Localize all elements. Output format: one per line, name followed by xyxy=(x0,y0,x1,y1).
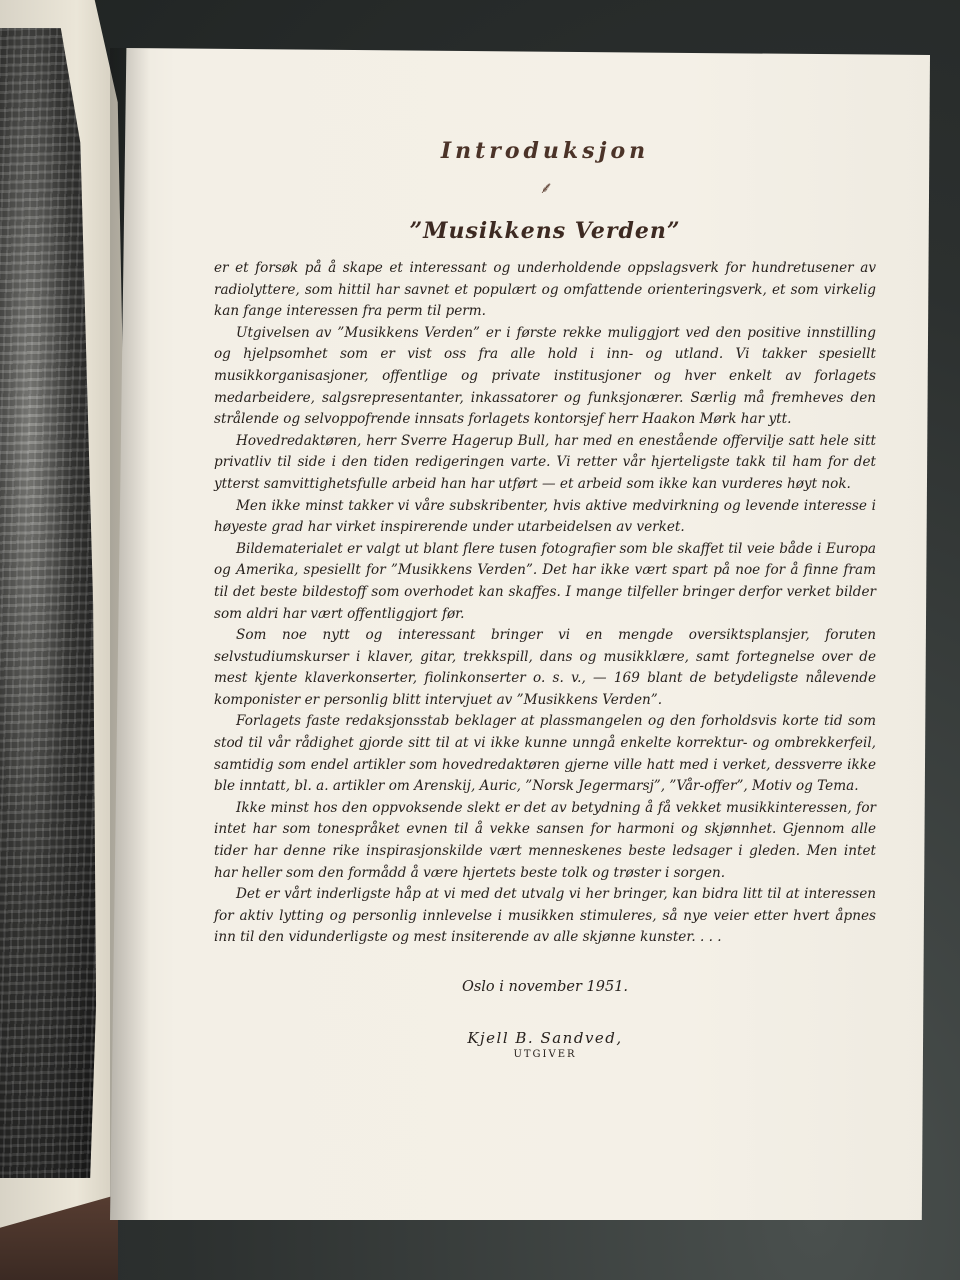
place-date: Oslo i november 1951. xyxy=(461,979,629,995)
paragraph: Utgivelsen av ”Musikkens Verden” er i første rekke muliggjort ved den positive innstilling og hjelpsomhet som er vist oss fra alle hold i inn- og utland. Vi takker spesiellt musikkorganisasjoner, offentlige og private institusjoner og hver enkelt av forlagets medarbeidere, salgsrepresentanter, inkassatorer og funksjonærer. Særlig må fremheves den strålende og selvoppofrende innsats forlagets kontorsjef herr Haakon Mørk har ytt. xyxy=(214,324,876,428)
paragraph: Som noe nytt og interessant bringer vi en mengde oversiktsplansjer, foruten selvstudiumskurser i klaver, gitar, trekkspill, dans og musikklære, samt fortegnelse over de mest kjente klaverkonserter, fiolinkonserter o. s. v., — 169 blant de betydeligste nålevende komponister er personlig blitt intervjuet av ”Musikkens Verden”. xyxy=(214,627,876,708)
leaf-ornament-icon: ⸙ xyxy=(538,178,551,197)
page-gutter-shadow xyxy=(110,48,150,1220)
signature-role: UTGIVER xyxy=(513,1049,577,1060)
page-content xyxy=(214,138,876,1060)
paragraph: Bildematerialet er valgt ut blant flere tusen fotografier som ble skaffet til veie både i Europa og Amerika, spesiellt for ”Musikkens Verden”. Det har ikke vært spart på noe for å finne fram til det beste bildestoff som overhodet kan skaffes. I mange tilfeller bringer derfor verket bilder som aldri har vært offentliggjort før. xyxy=(214,540,876,622)
page-title: Introduksjon xyxy=(440,138,650,164)
signature-name: Kjell B. Sandved, xyxy=(467,1029,623,1047)
paragraph: Det er vårt inderligste håp at vi med det utvalg vi her bringer, kan bidra litt til at interessen for aktiv lytting og personlig innlevelse i musikken stimuleres, så nye veier etter hvert åpnes inn til den vidunderligste og mest insiterende av alle skjønne kunster. . . . xyxy=(214,886,876,946)
paragraph: Men ikke minst takker vi våre subskribenter, hvis aktive medvirkning og levende interesse i høyeste grad har virket inspirerende under utarbeidelsen av verket. xyxy=(214,497,876,536)
paragraph: Forlagets faste redaksjonsstab beklager at plassmangelen og den forholdsvis korte tid som stod til vår rådighet gjorde sitt til at vi ikke kunne unngå enkelte korrektur- og ombrekkerfeil, samtidig som endel artikler som hovedredaktøren gjerne ville hatt med i verket, dessverre ikke ble inntatt, bl. a. artikler om Arenskij, Auric, ”Norsk Jegermarsj”, ”Vår-offer”, Motiv og Tema. xyxy=(214,713,876,795)
paragraph: er et forsøk på å skape et interessant og underholdende oppslagsverk for hundretusener av radiolyttere, som hittil har savnet et populært og omfattende orienteringsverk, et som virkelig kan fange interessen fra perm til perm. xyxy=(214,260,876,320)
paragraph: Hovedredaktøren, herr Sverre Hagerup Bull, har med en enestående offervilje satt hele sitt privatliv til side i den tiden redigeringen varte. Vi retter vår hjerteligste takk til ham for det ytterst samvittighetsfulle arbeid han har utført — et arbeid som ikke kan vurderes høyt nok. xyxy=(214,432,876,492)
paragraph: Ikke minst hos den oppvoksende slekt er det av betydning å få vekket musikkinteressen, for intet har som tonespråket evnen til å vekke sansen for harmoni og skjønnhet. Gjennom alle tider har denne rike inspirasjonskilde vært menneskenes beste ledsager i gleden. Men intet har heller som den formådd å være hjertets beste tolk og trøster i sorgen. xyxy=(214,799,876,881)
work-title: ”Musikkens Verden” xyxy=(409,218,681,244)
